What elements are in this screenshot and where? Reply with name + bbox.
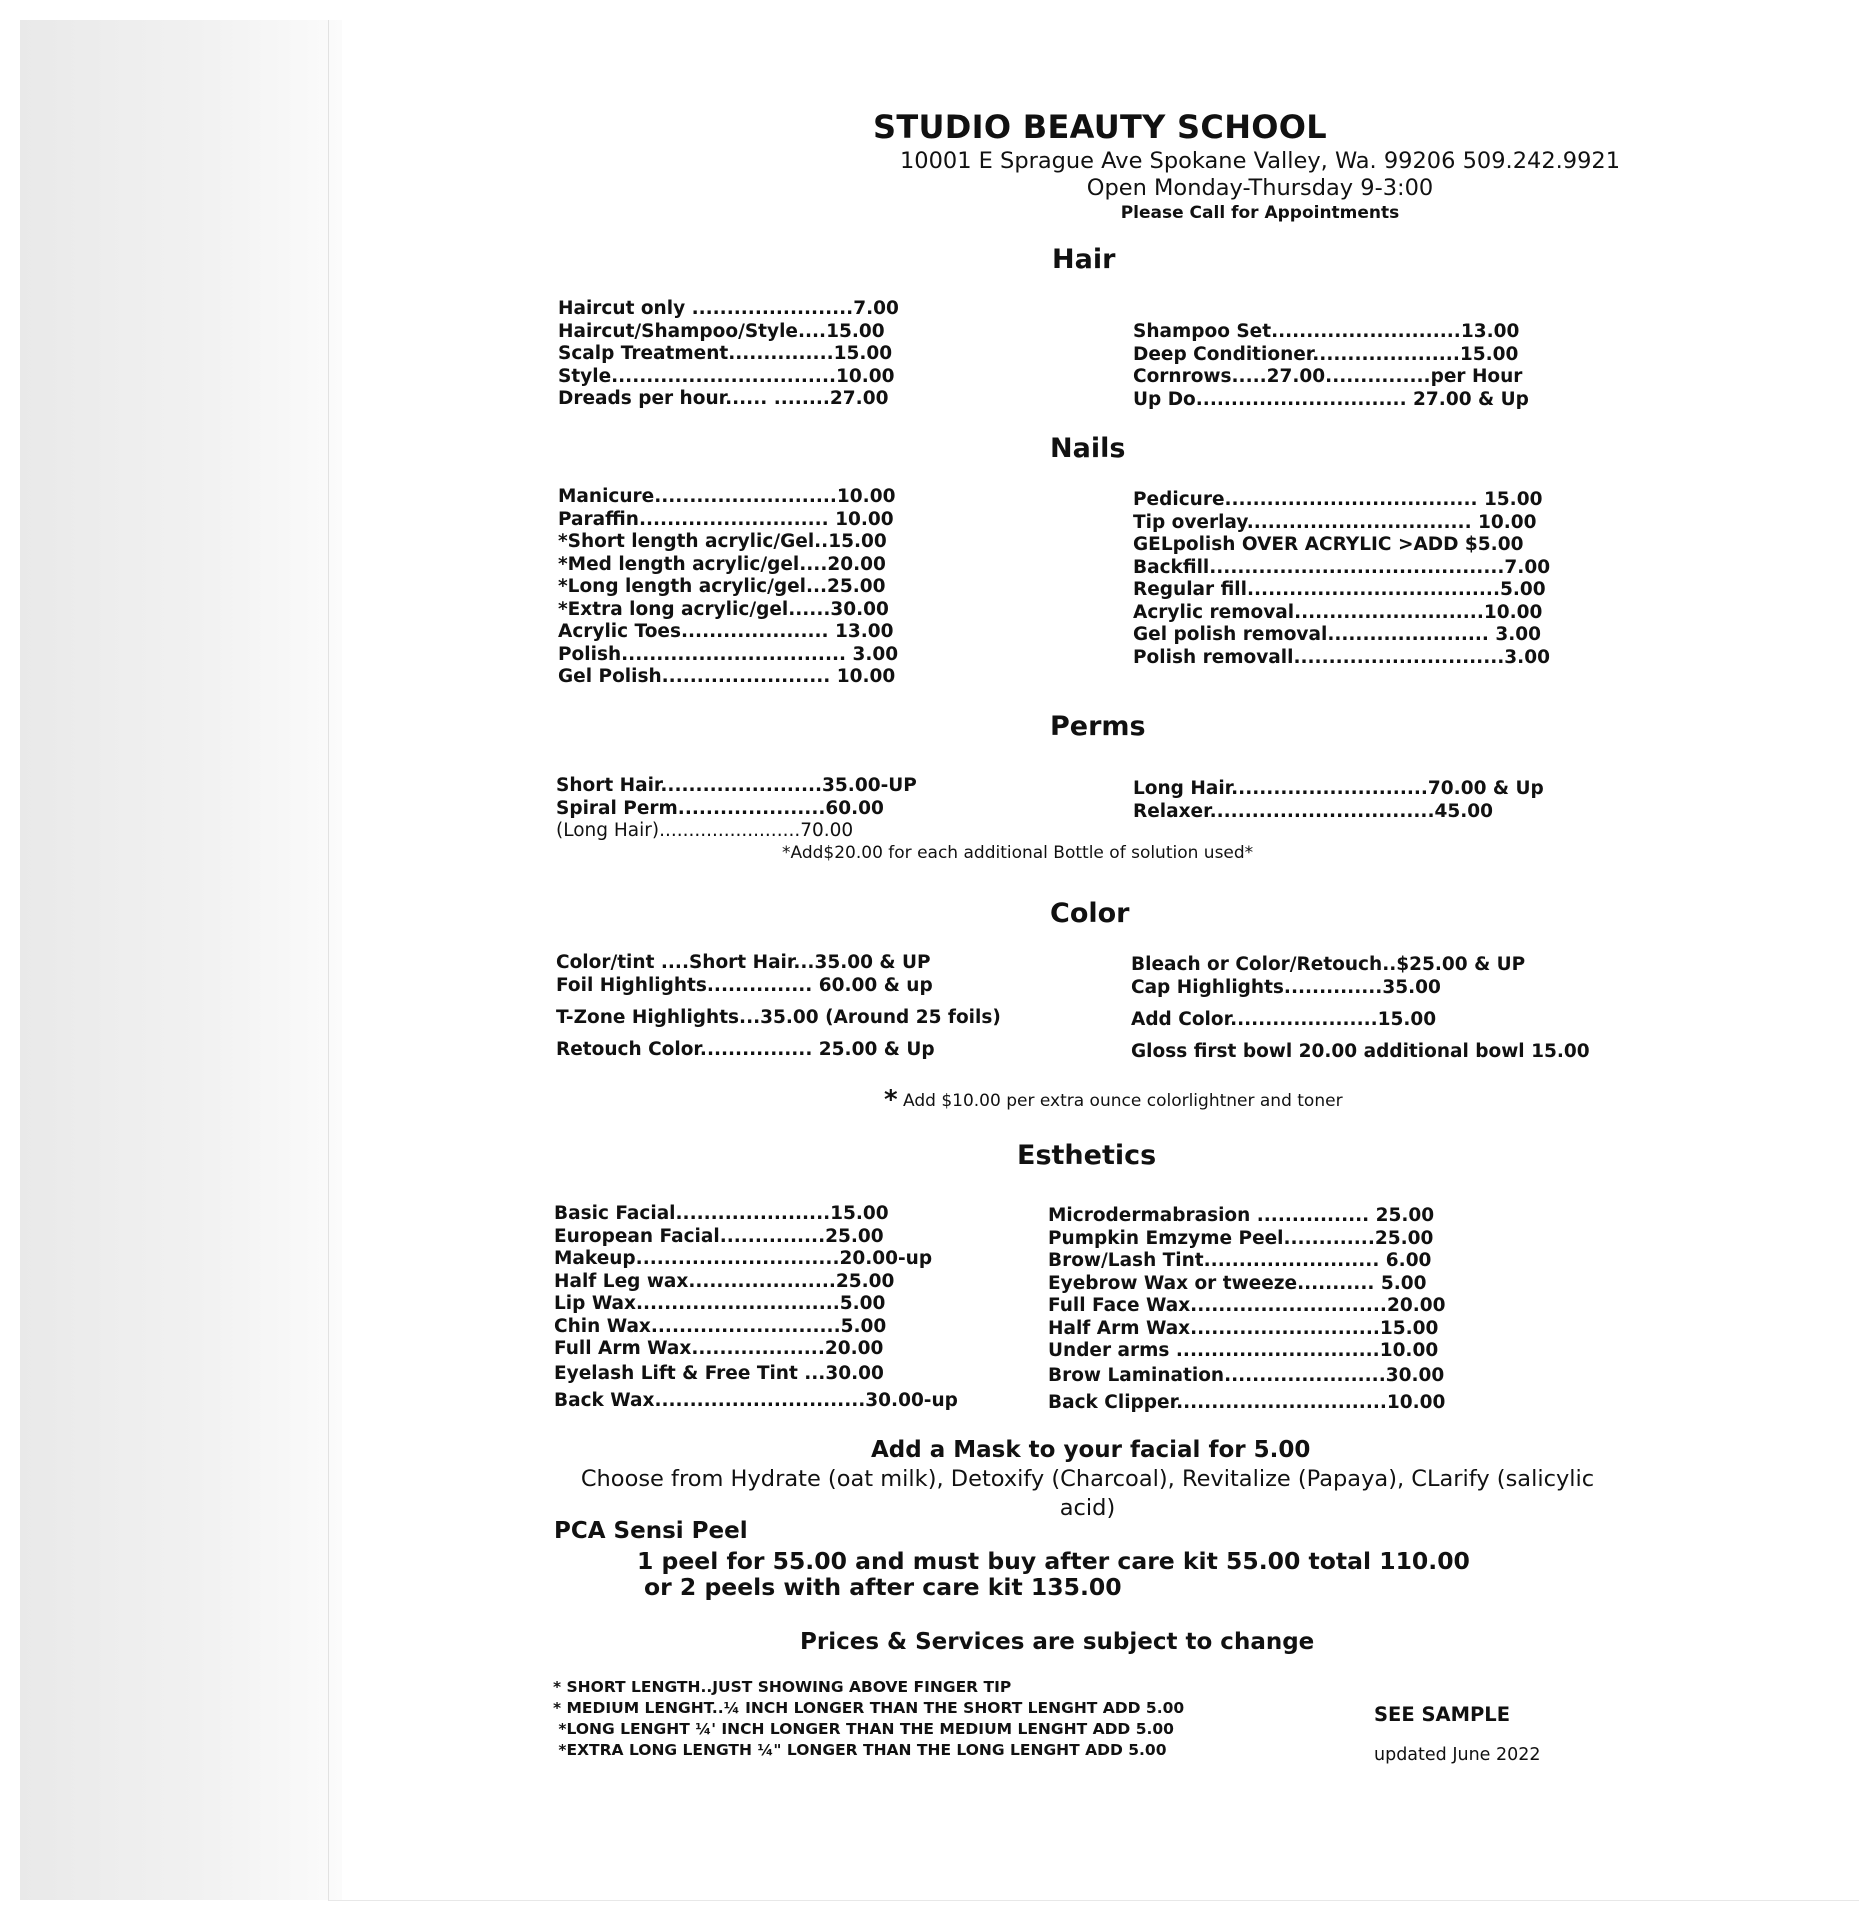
color-heading: Color: [1050, 898, 1130, 929]
nails-list-right: [1133, 489, 1550, 669]
price-item: Microdermabrasion ................ 25.00: [1048, 1205, 1435, 1226]
see-sample: SEE SAMPLE: [1374, 1703, 1511, 1726]
price-item: Scalp Treatment...............15.00: [558, 343, 893, 364]
color-note: [884, 1085, 1343, 1115]
pca-offer-1: 1 peel for 55.00 and must buy after care kit 55.00 total 110.00: [637, 1547, 1470, 1575]
price-item: Add Color.....................15.00: [1131, 1009, 1437, 1030]
esthetics-list-left: [554, 1203, 932, 1361]
mask-description: Choose from Hydrate (oat milk), Detoxify (Charcoal), Revitalize (Papaya), CLarify (salicylic acid): [580, 1466, 1595, 1521]
price-item: Eyelash Lift & Free Tint ...30.00: [554, 1363, 884, 1384]
perms-heading: Perms: [1050, 711, 1146, 742]
price-item: Acrylic Toes..................... 13.00: [558, 621, 894, 642]
footnote: *EXTRA LONG LENGTH ¼" LONGER THAN THE LONG LENGHT ADD 5.00: [553, 1741, 1167, 1759]
price-item: Regular fill....................................5.00: [1133, 579, 1546, 600]
price-item: Haircut/Shampoo/Style....15.00: [558, 320, 885, 342]
price-item: Relaxer................................45.00: [1133, 800, 1493, 822]
price-item: *Long length acrylic/gel...25.00: [558, 576, 886, 597]
color-note-text: Add $10.00 per extra ounce colorlightner and toner: [903, 1091, 1343, 1111]
price-item: European Facial...............25.00: [554, 1225, 884, 1247]
price-item: Retouch Color................ 25.00 & Up: [556, 1039, 935, 1060]
price-item: T-Zone Highlights...35.00 (Around 25 foils): [556, 1007, 1001, 1028]
price-item: Long Hair............................70.00 & Up: [1133, 778, 1544, 799]
price-item: Gel polish removal....................... 3.00: [1133, 624, 1542, 645]
price-item: GELpolish OVER ACRYLIC >ADD $5.00: [1133, 534, 1524, 555]
length-footnotes: [553, 1677, 1184, 1761]
perms-list-right: [1133, 778, 1544, 823]
price-item: Short Hair.......................35.00-UP: [556, 775, 917, 796]
price-item: Gloss first bowl 20.00 additional bowl 15.00: [1131, 1041, 1590, 1062]
price-item: Cap Highlights..............35.00: [1131, 976, 1441, 998]
esthetics-list-right: [1048, 1205, 1445, 1363]
price-item: Pumpkin Emzyme Peel.............25.00: [1048, 1227, 1434, 1249]
price-item: Under arms .............................10.00: [1048, 1340, 1439, 1361]
footnote: * SHORT LENGTH..JUST SHOWING ABOVE FINGER TIP: [553, 1678, 1012, 1696]
color-list-right: [1131, 954, 1525, 999]
hair-list-right: [1133, 321, 1529, 411]
price-item: Gel Polish........................ 10.00: [558, 666, 896, 687]
footnote: * MEDIUM LENGHT..¼ INCH LONGER THAN THE SHORT LENGHT ADD 5.00: [553, 1699, 1185, 1717]
footnote: *LONG LENGHT ¼' INCH LONGER THAN THE MEDIUM LENGHT ADD 5.00: [553, 1720, 1174, 1738]
price-item: Polish removall..............................3.00: [1133, 646, 1550, 668]
price-item: Brow Lamination.......................30.00: [1048, 1365, 1445, 1386]
price-item: Makeup.............................20.00-up: [554, 1248, 933, 1269]
price-item: Basic Facial......................15.00: [554, 1203, 889, 1224]
price-item: Half Leg wax.....................25.00: [554, 1270, 895, 1292]
price-item: Eyebrow Wax or tweeze........... 5.00: [1048, 1272, 1427, 1294]
price-item: Cornrows.....27.00...............per Hour: [1133, 366, 1523, 387]
price-item: Dreads per hour...... ........27.00: [558, 388, 889, 409]
pca-title: PCA Sensi Peel: [554, 1518, 748, 1544]
perms-list-left: [556, 775, 917, 843]
price-item: Paraffin........................... 10.00: [558, 508, 894, 530]
price-item: Foil Highlights............... 60.00 & up: [556, 974, 933, 996]
school-name: STUDIO BEAUTY SCHOOL: [873, 108, 1327, 146]
mask-title: Add a Mask to your facial for 5.00: [871, 1437, 1311, 1463]
price-item: Full Face Wax............................20.00: [1048, 1295, 1446, 1316]
price-item: Back Wax..............................30.00-up: [554, 1390, 958, 1411]
price-item: Half Arm Wax...........................15.00: [1048, 1317, 1439, 1339]
prices-notice: Prices & Services are subject to change: [800, 1629, 1315, 1655]
address-phone: 10001 E Sprague Ave Spokane Valley, Wa. 99206 509.242.9921: [899, 148, 1621, 174]
price-item: Spiral Perm.....................60.00: [556, 797, 884, 819]
price-item: Manicure..........................10.00: [558, 486, 896, 507]
price-item: Full Arm Wax...................20.00: [554, 1338, 884, 1359]
price-item: Chin Wax...........................5.00: [554, 1315, 887, 1337]
price-item: Tip overlay................................ 10.00: [1133, 511, 1537, 533]
price-item: Up Do.............................. 27.00 & Up: [1133, 388, 1529, 410]
nails-list-left: [558, 486, 898, 689]
opening-hours: Open Monday-Thursday 9-3:00: [1086, 175, 1434, 201]
scan-shadow: [20, 20, 342, 1900]
color-list-left: [556, 952, 933, 997]
note-asterisk: *: [884, 1085, 898, 1115]
price-item: Deep Conditioner.....................15.00: [1133, 343, 1519, 365]
hair-list-left: [558, 298, 899, 411]
price-item: *Med length acrylic/gel....20.00: [558, 553, 886, 575]
perms-note: *Add$20.00 for each additional Bottle of solution used*: [782, 843, 1254, 863]
price-item: Backfill..........................................7.00: [1133, 556, 1551, 578]
price-item: *Short length acrylic/Gel..15.00: [558, 531, 887, 552]
price-item: (Long Hair)........................70.00: [556, 820, 854, 841]
price-item: *Extra long acrylic/gel......30.00: [558, 598, 889, 620]
price-item: Pedicure.................................... 15.00: [1133, 489, 1543, 510]
hair-heading: Hair: [1052, 244, 1116, 275]
nails-heading: Nails: [1050, 433, 1126, 464]
price-item: Color/tint ....Short Hair...35.00 & UP: [556, 952, 931, 973]
price-item: Back Clipper..............................10.00: [1048, 1392, 1446, 1413]
price-item: Polish................................ 3.00: [558, 643, 899, 665]
price-item: Lip Wax.............................5.00: [554, 1293, 886, 1314]
esthetics-heading: Esthetics: [1017, 1140, 1157, 1171]
price-item: Haircut only .......................7.00: [558, 298, 899, 319]
price-item: Bleach or Color/Retouch..$25.00 & UP: [1131, 954, 1526, 975]
appointments-note: Please Call for Appointments: [1120, 203, 1400, 223]
price-item: Shampoo Set...........................13.00: [1133, 321, 1520, 342]
updated-date: updated June 2022: [1374, 1745, 1541, 1765]
price-item: Style................................10.00: [558, 365, 895, 387]
pca-offer-2: or 2 peels with after care kit 135.00: [644, 1573, 1122, 1601]
price-item: Acrylic removal...........................10.00: [1133, 601, 1543, 623]
price-item: Brow/Lash Tint......................... 6.00: [1048, 1250, 1432, 1271]
